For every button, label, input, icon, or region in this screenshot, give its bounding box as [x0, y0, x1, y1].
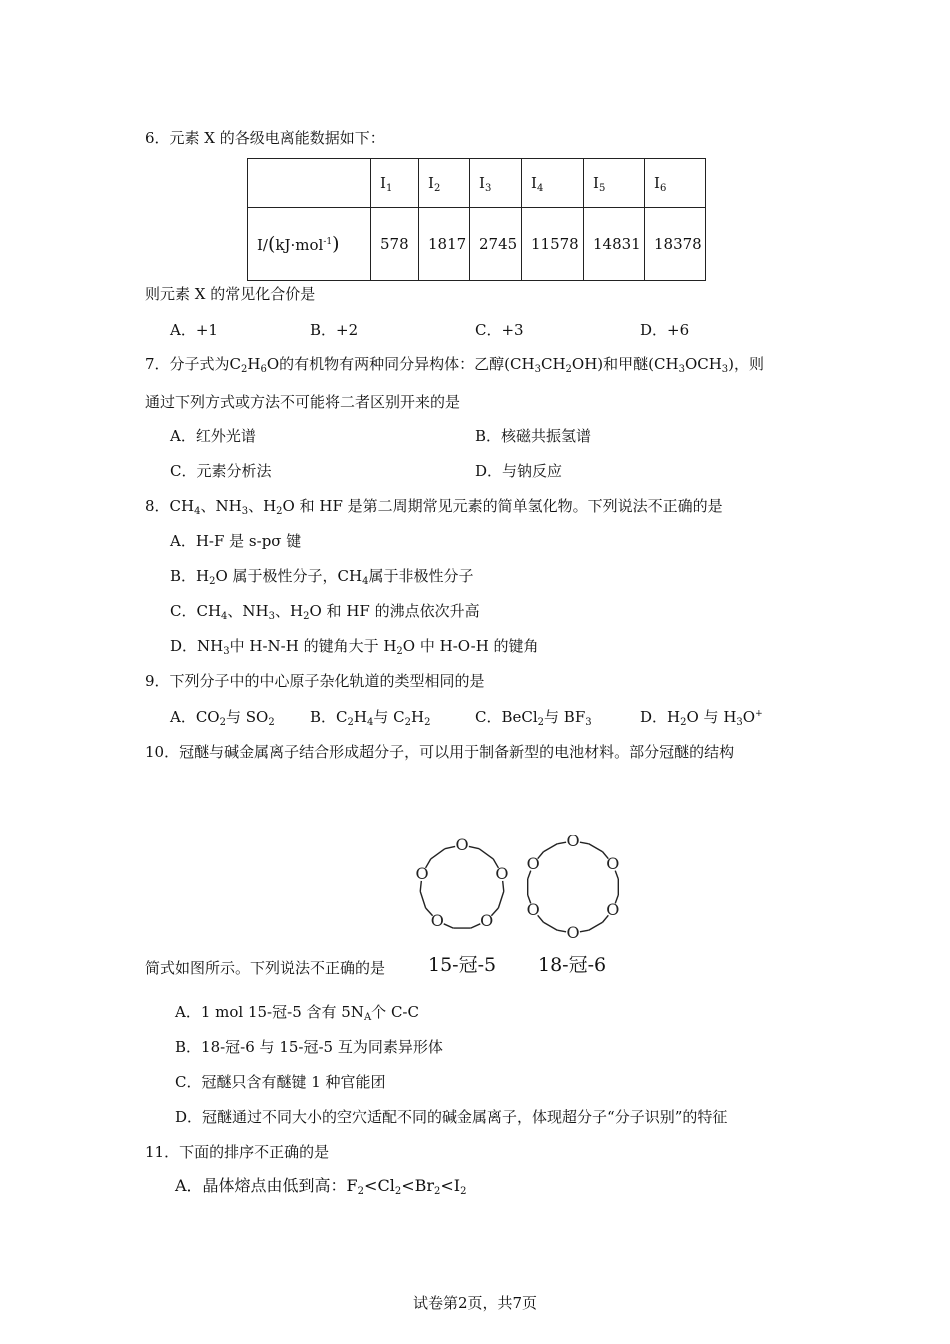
q6-option-a: A．+1	[170, 321, 218, 339]
ionization-header: $I_4$	[531, 174, 544, 194]
q8-option-d: D．$NH_3$中 H-N-H 的键角大于 $H_2O$ 中 H-O-H 的键角	[170, 637, 539, 657]
crown-label-15-5: 15-冠-5	[428, 954, 497, 976]
q6-option-b: B．+2	[310, 321, 359, 339]
table-cell: 2745	[470, 208, 522, 281]
q8-stem: 8．$CH_4$、$NH_3$、$H_2O$ 和 HF 是第二周期常见元素的简单氢化物。下列说法不正确的是	[145, 497, 723, 517]
oxygen-atom: O	[566, 835, 580, 850]
q7-option-c: C．元素分析法	[170, 462, 272, 480]
table-row-label: I/(kJ·mol$^{-1}$)	[248, 208, 371, 281]
q6-option-d: D．+6	[640, 321, 690, 339]
oxygen-atom: O	[495, 864, 509, 884]
q10-option-b: B．18-冠-6 与 15-冠-5 互为同素异形体	[175, 1038, 443, 1056]
q10-line2: 简式如图所示。下列说法不正确的是	[145, 959, 386, 977]
table-header-cell	[584, 159, 645, 208]
table-cell: 11578	[522, 208, 584, 281]
oxygen-atom: O	[455, 835, 469, 854]
ionization-header: $I_5$	[593, 174, 606, 194]
q8-option-c: C．$CH_4$、$NH_3$、$H_2O$ 和 HF 的沸点依次升高	[170, 602, 480, 622]
ionization-header: $I_1$	[380, 174, 393, 194]
q10-option-a: A．1 mol 15-冠-5 含有 $5N_A$个 C-C	[175, 1003, 419, 1023]
ionization-header: $I_2$	[428, 174, 441, 194]
q9-option-b: B．$C_2H_4$与 $C_2H_2$	[310, 708, 431, 728]
q6-option-c: C．+3	[475, 321, 524, 339]
ring-bond	[498, 891, 503, 908]
oxygen-atom: O	[415, 864, 429, 884]
q11-option-a: A．晶体熔点由低到高：$F_2<Cl_2<Br_2<I_2$	[175, 1176, 467, 1197]
q9-option-a: A．$CO_2$与 $SO_2$	[170, 708, 275, 728]
ring-bond	[589, 922, 603, 930]
q10-line1: 10．冠醚与碱金属离子结合形成超分子，可以用于制备新型的电池材料。部分冠醚的结构	[145, 743, 735, 761]
table-cell: 1817	[419, 208, 470, 281]
q7-option-a: A．红外光谱	[170, 427, 256, 445]
oxygen-atom: O	[566, 923, 580, 942]
q10-option-c: C．冠醚只含有醚键 1 种官能团	[175, 1073, 386, 1091]
table-header-row	[248, 159, 706, 208]
q6-tail: 则元素 X 的常见化合价是	[145, 285, 316, 303]
oxygen-atom: O	[606, 900, 620, 919]
ring-bond	[557, 930, 566, 932]
oxygen-atom: O	[606, 854, 620, 873]
oxygen-atom: O	[480, 910, 494, 930]
q11-stem: 11．下面的排序不正确的是	[145, 1143, 330, 1161]
ionization-header: $I_6$	[654, 174, 667, 194]
ring-bond	[479, 849, 493, 859]
oxygen-atom: O	[526, 854, 540, 873]
table-cell: 578	[371, 208, 419, 281]
page-footer: 试卷第2页，共7页	[412, 1294, 538, 1312]
table-header-cell	[371, 159, 419, 208]
table-value-row	[248, 208, 706, 281]
ionization-header: $I_3$	[479, 174, 492, 194]
table-cell: 14831	[584, 208, 645, 281]
ring-bond	[580, 842, 589, 844]
ring-bond	[557, 842, 566, 844]
q7-line2: 通过下列方式或方法不可能将二者区别开来的是	[145, 393, 461, 411]
q9-option-d: D．$H_2O$ 与 $H_3O^+$	[640, 708, 763, 728]
ring-bond	[580, 930, 589, 932]
crown-label-18-6: 18-冠-6	[538, 954, 607, 976]
q8-option-a: A．H-F 是 s-pσ 键	[170, 532, 302, 550]
table-header-cell	[470, 159, 522, 208]
q7-line1: 7．分子式为$C_2H_6O$的有机物有两种同分异构体：乙醇$(CH_3CH_2OH)$和甲醚$(CH_3OCH_3)$，则	[145, 355, 765, 375]
oxygen-atom: O	[430, 910, 444, 930]
ring-bond	[420, 891, 425, 908]
ring-bond	[589, 844, 603, 852]
table-header-cell	[419, 159, 470, 208]
q6-stem: 6．元素 X 的各级电离能数据如下：	[145, 129, 385, 147]
q7-option-d: D．与钠反应	[475, 462, 563, 480]
ring-bond	[444, 924, 454, 928]
crown-ether-figure	[405, 835, 625, 949]
table-header-cell	[522, 159, 584, 208]
table-corner-cell	[248, 159, 371, 208]
ring-bond	[543, 844, 557, 852]
q8-option-b: B．$H_2O$ 属于极性分子，$CH_4$属于非极性分子	[170, 567, 474, 587]
ring-bond	[445, 846, 455, 848]
crown-18-6-ring	[527, 835, 620, 942]
q7-option-b: B．核磁共振氢谱	[475, 427, 592, 445]
q9-stem: 9．下列分子中的中心原子杂化轨道的类型相同的是	[145, 672, 485, 690]
ring-bond	[431, 849, 445, 859]
table-header-cell	[645, 159, 706, 208]
crown-ether-structures	[405, 835, 625, 945]
ring-bond	[471, 924, 481, 928]
oxygen-atom: O	[526, 900, 540, 919]
ring-bond	[469, 846, 479, 848]
q10-option-d: D．冠醚通过不同大小的空穴适配不同的碱金属离子，体现超分子“分子识别”的特征	[175, 1108, 728, 1126]
ring-bond	[543, 922, 557, 930]
q9-option-c: C．BeCl$_2$与 $BF_3$	[475, 708, 592, 728]
crown-15-5-ring	[415, 835, 508, 930]
table-cell: 18378	[645, 208, 706, 281]
ionization-energy-table	[247, 158, 706, 281]
